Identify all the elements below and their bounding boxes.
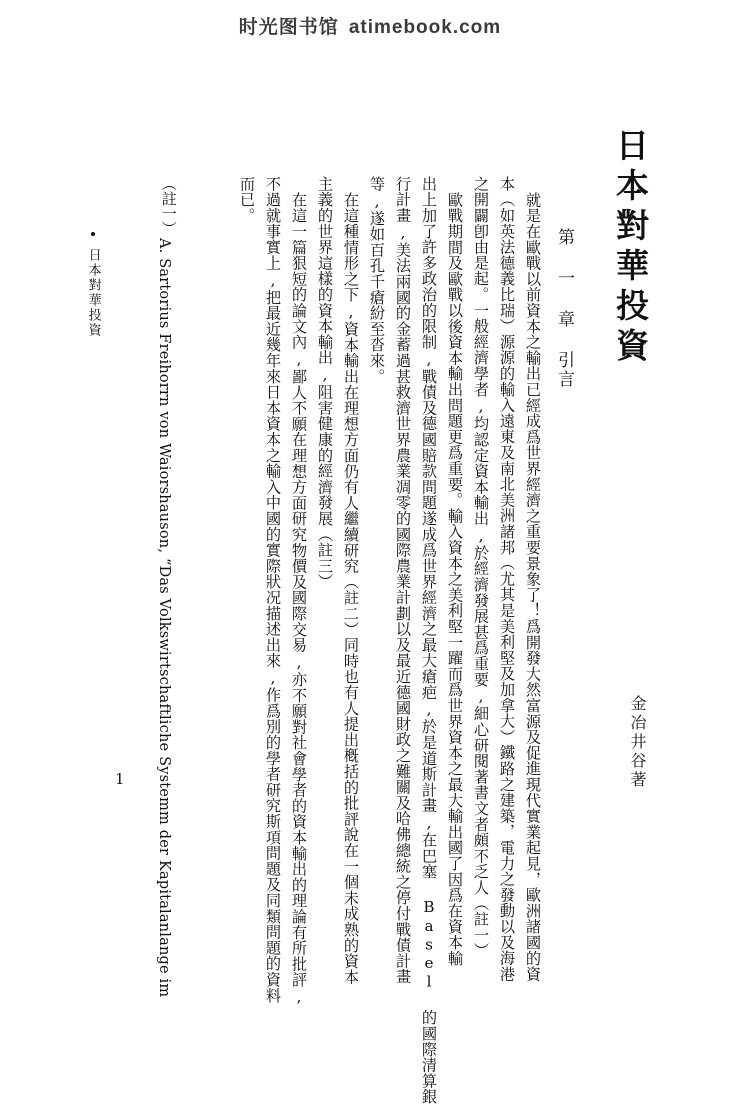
page-number: 1 [110, 770, 129, 788]
body-line: 行計畫,美法兩國的金蓄過甚救濟世界農業凋零的國際農業計劃以及最近德國財政之難關及哈佛總統之停付戰債計畫 [394, 176, 412, 985]
body-line: 在這一篇狠短的論文內,鄙人不願在理想方面研究物價及國際交易,亦不願對社會學者的資本輸出的理論有所批評, [290, 192, 308, 1007]
watermark-site-text: atimebook.com [348, 17, 502, 38]
author-name: 金冶井谷著 [628, 695, 647, 790]
body-line: 等,遂如百孔千瘡紛至沓來。 [368, 176, 386, 385]
body-line: 就是在歐戰以前資本之輸出已經成爲世界經濟之重要景象了！爲開發大然富源及促進現代實業起見，歐洲諸國的資 [524, 192, 542, 982]
page-title: 日本對華投資 [611, 128, 650, 368]
body-line: 之開闢卽由是起。一般經濟學者,均認定資本輸出,於經濟發展甚爲重要,細心研閱著書文者頗不乏人（註一） [472, 176, 490, 959]
footnote-latin-line: A. Sartorius Freihorrn von Waiorshauson, “Das Volkswirtschaftliche Systemm der Kapitalanlange im [156, 238, 172, 998]
footnote-latin-text [156, 238, 172, 998]
body-line: 歐戰期間及歐戰以後資本輸出問題更爲重要。輸入資本之美利堅一躍而爲世界資本之最大輸出國了因爲在資本輸 [446, 192, 464, 967]
running-footer: 日本對華投資 [85, 248, 101, 338]
body-line: 在這種情形之下,資本輸出在理想方面仍有人繼續研究（註二）同時也有人提出槪括的批評說在一個未成熟的資本 [342, 192, 360, 985]
footer-bullet-icon [91, 232, 95, 236]
body-line: 而已。 [238, 176, 256, 224]
chapter-heading: 第 一 章 引言 [554, 228, 574, 389]
body-line: 本（如英法德義比瑞）源源的輸入遠東及南北美洲諸邦（尤其是美利堅及加拿大）鐵路之建築，電力之發動以及海港 [498, 176, 516, 982]
body-line: 主義的世界這樣的資本輸出,阻害健康的經濟發展（註三） [316, 176, 334, 590]
body-line: 不過就事實上,把最近幾年來日本資本之輸入中國的實際狀况描述出來,作爲別的學者研究斯項問題及同類問題的資料 [264, 176, 282, 1004]
watermark-cn-text: 时光图书馆 [238, 17, 339, 38]
body-line: 出上加了許多政治的限制,戰債及德國賠款問題遂成爲世界經濟之最大瘡疤,於是道斯計畫,在巴塞 Basel 的國際清算銀 [420, 176, 438, 1105]
footnote-marker: （註一） [159, 176, 178, 236]
